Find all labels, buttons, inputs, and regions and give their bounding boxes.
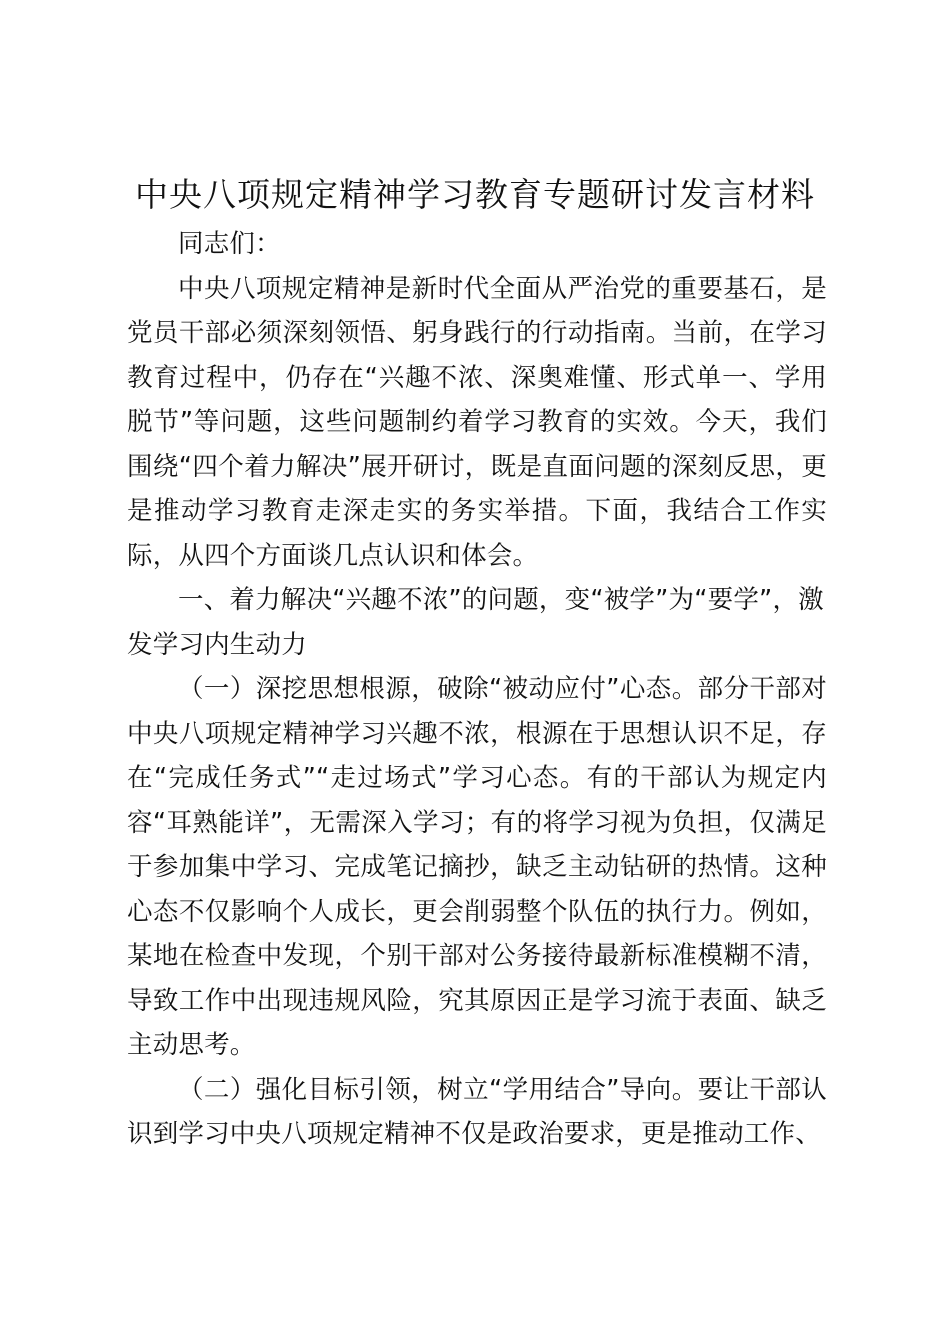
section-heading: 一、着力解决“兴趣不浓”的问题，变“被学”为“要学”，激发学习内生动力 <box>127 585 824 660</box>
document-title: 中央八项规定精神学习教育专题研讨发言材料 <box>135 175 815 214</box>
document-body <box>127 222 827 1157</box>
intro-paragraph: 中央八项规定精神是新时代全面从严治党的重要基石，是党员干部必须深刻领悟、躬身践行的行动指南。当前，在学习教育过程中，仍存在“兴趣不浓、深奥难懂、形式单一、学用脱节”等问题，这些问题制约着学习教育的实效。今天，我们围绕“四个着力解决”展开研讨，既是直面问题的深刻反思，更是推动学习教育走深走实的务实举措。下面，我结合工作实际，从四个方面谈几点认识和体会。 <box>127 273 827 571</box>
body-paragraph: （一）深挖思想根源，破除“被动应付”心态。部分干部对中央八项规定精神学习兴趣不浓，根源在于思想认识不足，存在“完成任务式”“走过场式”学习心态。有的干部认为规定内容“耳熟能详”，无需深入学习；有的将学习视为负担，仅满足于参加集中学习、完成笔记摘抄，缺乏主动钻研的热情。这种心态不仅影响个人成长，更会削弱整个队伍的执行力。例如，某地在检查中发现，个别干部对公务接待最新标准模糊不清，导致工作中出现违规风险，究其原因正是学习流于表面、缺乏主动思考。 <box>127 674 827 1060</box>
greeting-paragraph: 同志们： <box>178 229 281 259</box>
body-paragraph: （二）强化目标引领，树立“学用结合”导向。要让干部认识到学习中央八项规定精神不仅是政治要求，更是推动工作、 <box>127 1074 827 1149</box>
